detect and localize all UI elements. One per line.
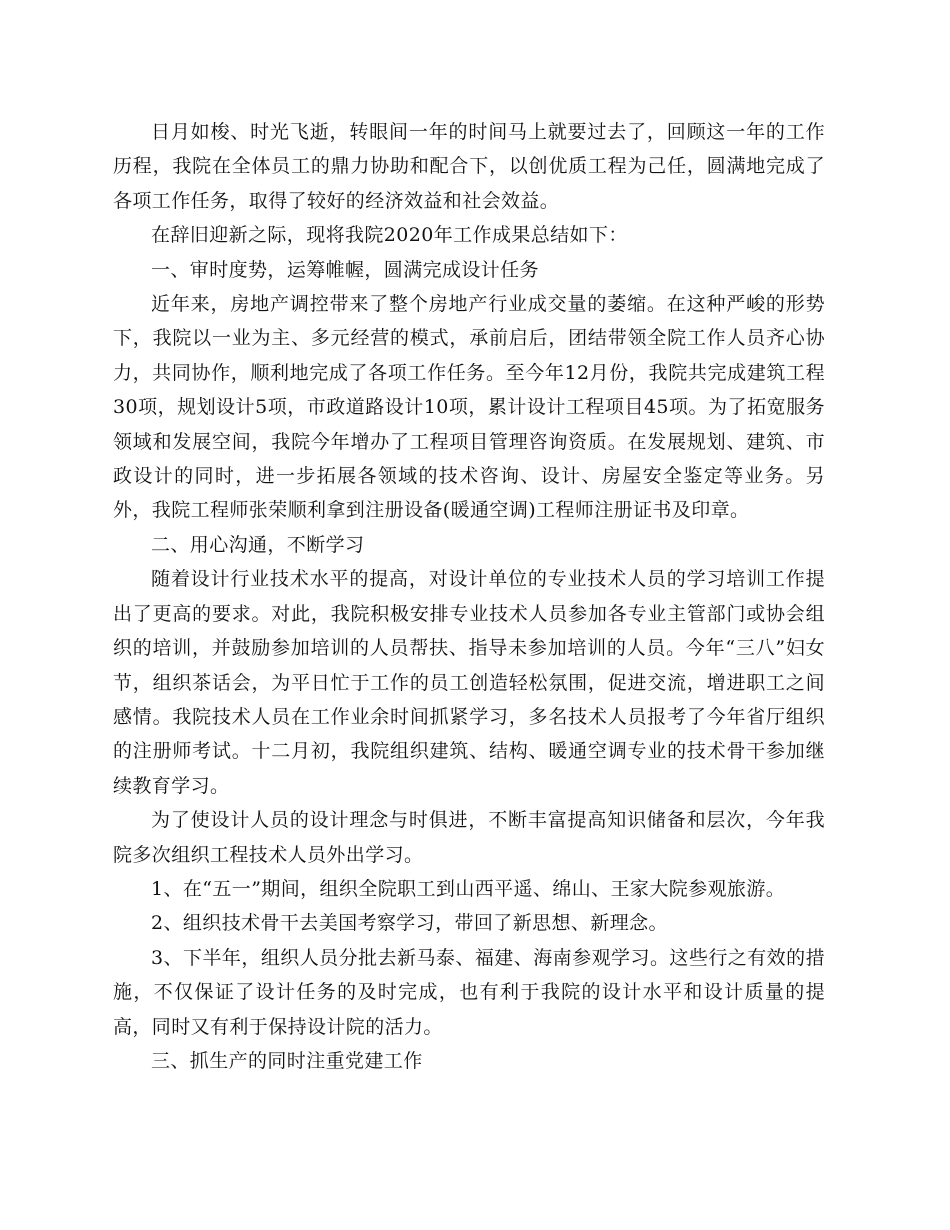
- paragraph-section-2-study-trips: 为了使设计人员的设计理念与时俱进，不断丰富提高知识储备和层次，今年我院多次组织工程技术人员外出学习。: [113, 809, 825, 866]
- list-item-2: 2、组织技术骨干去美国考察学习，带回了新思想、新理念。: [151, 912, 668, 935]
- paragraph-summary-lead: 在辞旧迎新之际，现将我院2020年工作成果总结如下：: [151, 224, 628, 247]
- paragraph-section-1: 近年来，房地产调控带来了整个房地产行业成交量的萎缩。在这种严峻的形势下，我院以一业为主、多元经营的模式，承前启后，团结带领全院工作人员齐心协力，共同协作，顺利地完成了各项工作任务。至今年12月份，我院共完成建筑工程30项，规划设计5项，市政道路设计10项，累计设计工程项目45项。为了拓宽服务领域和发展空间，我院今年增办了工程项目管理咨询资质。在发展规划、建筑、市政设计的同时，进一步拓展各领域的技术咨询、设计、房屋安全鉴定等业务。另外，我院工程师张荣顺利拿到注册设备(暖通空调)工程师注册证书及印章。: [113, 293, 825, 522]
- section-heading-2: 二、用心沟通，不断学习: [151, 533, 365, 556]
- paragraph-section-2-training: 随着设计行业技术水平的提高，对设计单位的专业技术人员的学习培训工作提出了更高的要求。对此，我院积极安排专业技术人员参加各专业主管部门或协会组织的培训，并鼓励参加培训的人员帮扶、指导未参加培训的人员。今年“三八”妇女节，组织茶话会，为平日忙于工作的员工创造轻松氛围，促进交流，增进职工之间感情。我院技术人员在工作业余时间抓紧学习，多名技术人员报考了今年省厅组织的注册师考试。十二月初，我院组织建筑、结构、暖通空调专业的技术骨干参加继续教育学习。: [113, 568, 825, 797]
- section-heading-3: 三、抓生产的同时注重党建工作: [151, 1049, 423, 1072]
- document-body: [113, 115, 825, 1078]
- section-heading-1: 一、审时度势，运筹帷幄，圆满完成设计任务: [151, 258, 540, 281]
- paragraph-intro: 日月如梭、时光飞逝，转眼间一年的时间马上就要过去了，回顾这一年的工作历程，我院在全体员工的鼎力协助和配合下，以创优质工程为己任，圆满地完成了各项工作任务，取得了较好的经济效益和社会效益。: [113, 121, 825, 212]
- list-item-1: 1、在“五一”期间，组织全院职工到山西平遥、绵山、王家大院参观旅游。: [151, 877, 786, 900]
- list-item-3: 3、下半年，组织人员分批去新马泰、福建、海南参观学习。这些行之有效的措施，不仅保证了设计任务的及时完成，也有利于我院的设计水平和设计质量的提高，同时又有利于保持设计院的活力。: [113, 946, 825, 1038]
